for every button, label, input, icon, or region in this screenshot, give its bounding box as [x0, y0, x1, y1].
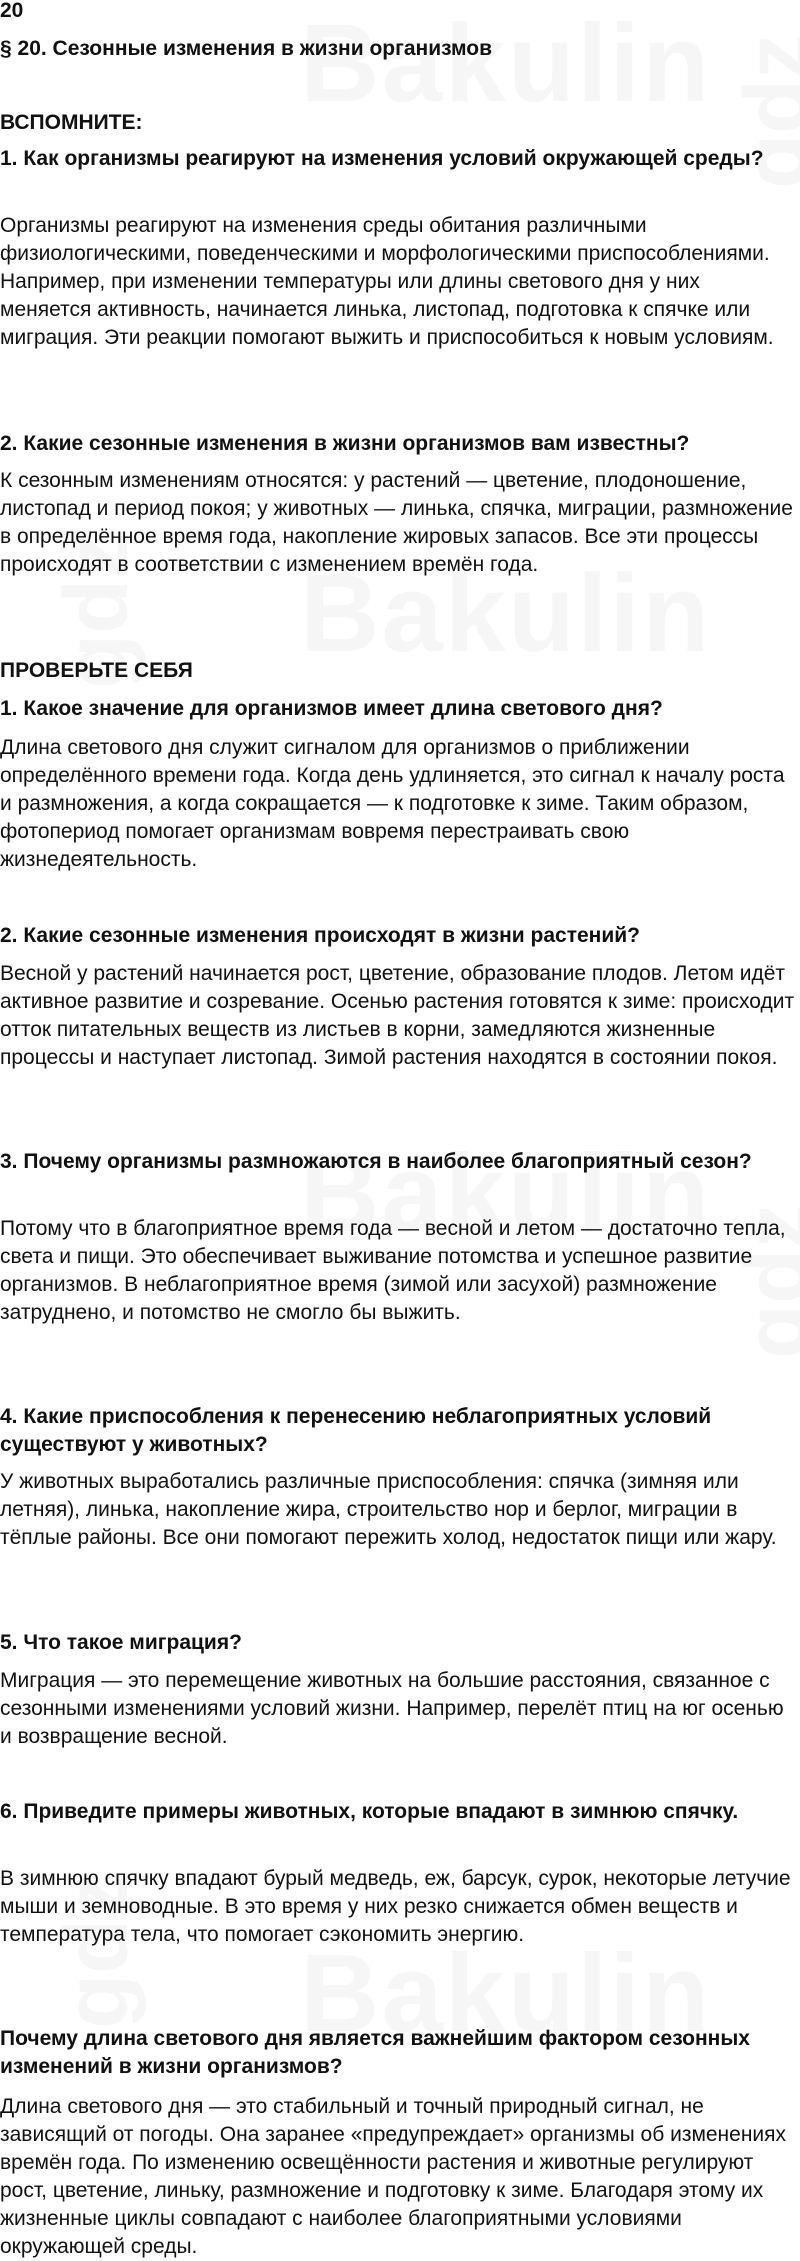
check-answer-6: В зимнюю спячку впадают бурый медведь, еж, барсук, сурок, некоторые летучие мыши и земноводные. В это время у них резко снижается обмен веществ и температура тела, что помогает сэкономить энергию.	[0, 1867, 791, 1946]
remember-question-1: 1. Как организмы реагируют на изменения условий окружающей среды?	[0, 147, 764, 170]
remember-heading: ВСПОМНИТЕ:	[0, 111, 143, 134]
check-question-6: 6. Приведите примеры животных, которые впадают в зимнюю спячку.	[0, 1800, 739, 1823]
think-answer: Длина светового дня — это стабильный и точный природный сигнал, не зависящий от погоды. Она заранее «предупреждает» организмы об изменениях времён года. По изменению освещённости растения и животные регулируют рост, цветение, линьку, размножение и подготовку к зиме. Благодаря этому их жизненные циклы совпадают с наиболее благоприятными условиями окружающей среды.	[0, 2095, 787, 2258]
check-question-4: 4. Какие приспособления к перенесению неблагоприятных условий существуют у животных?	[0, 1405, 712, 1456]
check-answer-1: Длина светового дня служит сигналом для организмов о приближении определённого времени года. Когда день удлиняется, это сигнал к началу роста и размножения, а когда сокращается — к подготовке к зиме. Таким образом, фотопериод помогает организмам вовремя перестраивать свою жизнедеятельность.	[0, 736, 785, 871]
page-number: 20	[0, 0, 24, 22]
check-question-3: 3. Почему организмы размножаются в наиболее благоприятный сезон?	[0, 1150, 752, 1173]
remember-answer-1: Организмы реагируют на изменения среды обитания различными физиологическими, поведенческими и морфологическими приспособлениями. Например, при изменении температуры или длины светового дня у них меняется активность, начинается линька, листопад, подготовка к спячке или миграция. Эти реакции помогают выжить и приспособиться к новым условиям.	[0, 214, 774, 349]
check-question-2: 2. Какие сезонные изменения происходят в жизни растений?	[0, 924, 640, 947]
check-question-1: 1. Какое значение для организмов имеет длина светового дня?	[0, 697, 663, 720]
check-answer-2: Весной у растений начинается рост, цветение, образование плодов. Летом идёт активное развитие и созревание. Осенью растения готовятся к зиме: происходит отток питательных веществ из листьев в корни, замедляются жизненные процессы и наступает листопад. Зимой растения находятся в состоянии покоя.	[0, 962, 795, 1069]
check-answer-5: Миграция — это перемещение животных на большие расстояния, связанное с сезонными изменениями условий жизни. Например, перелёт птиц на юг осенью и возвращение весной.	[0, 1669, 784, 1748]
check-question-5: 5. Что такое миграция?	[0, 1631, 242, 1654]
remember-answer-2: К сезонным изменениям относятся: у растений — цветение, плодоношение, листопад и период покоя; у животных — линька, спячка, миграции, размножение в определённое время года, накопление жировых запасов. Все эти процессы происходят в соответствии с изменением времён года.	[0, 469, 793, 576]
watermark-logo	[300, 0, 711, 127]
remember-question-2: 2. Какие сезонные изменения в жизни организмов вам известны?	[0, 432, 690, 455]
check-answer-3: Потому что в благоприятное время года — весной и летом — достаточно тепла, света и пищи. Это обеспечивает выживание потомства и успешное развитие организмов. В неблагоприятное время (зимой или засухой) размножение затруднено, и потомство не смогло бы выжить.	[0, 1217, 786, 1324]
think-question: Почему длина светового дня является важнейшим фактором сезонных изменений в жизни организмов?	[0, 2027, 750, 2078]
page-title: § 20. Сезонные изменения в жизни организмов	[0, 37, 493, 60]
check-heading: ПРОВЕРЬТЕ СЕБЯ	[0, 659, 193, 682]
check-answer-4: У животных выработались различные приспособления: спячка (зимняя или летняя), линька, накопление жира, строительство нор и берлог, миграции в тёплые районы. Все они помогают пережить холод, недостаток пищи или жару.	[0, 1470, 777, 1549]
